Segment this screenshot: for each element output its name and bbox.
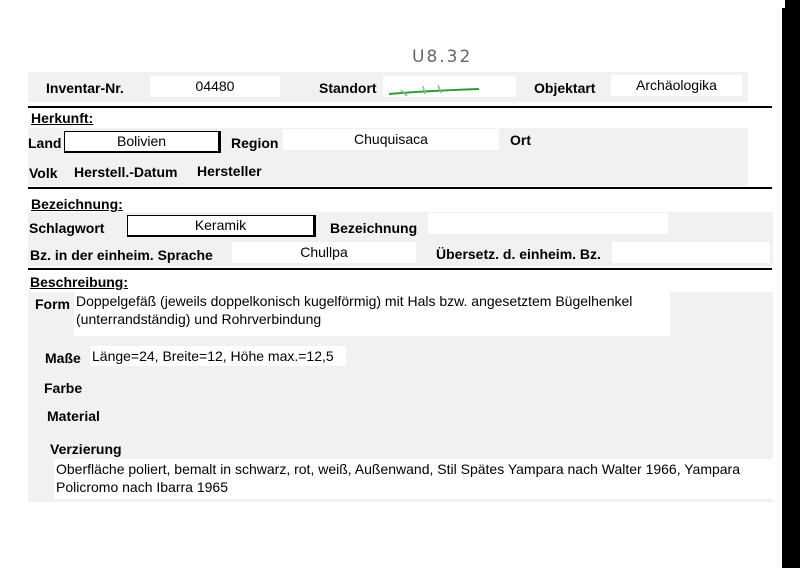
material-label: Material (47, 408, 100, 424)
form-line-1: Doppelgefäß (jeweils doppelkonisch kugelförmig) mit Hals bzw. angesetztem Bügelhenkel (76, 293, 633, 309)
divider-2 (28, 187, 772, 189)
verzierung-line-2: Policromo nach Ibarra 1965 (56, 479, 228, 495)
ort-label: Ort (510, 132, 531, 148)
herkunft-section-title: Herkunft: (31, 110, 94, 126)
uebersetz-label: Übersetz. d. einheim. Bz. (436, 246, 601, 262)
bezeichnung-field[interactable] (428, 213, 668, 234)
uebersetz-field[interactable] (612, 242, 770, 263)
inventar-field[interactable]: 04480 (150, 76, 280, 97)
standort-handwritten-note: U8.32 (412, 47, 473, 67)
inventar-label: Inventar-Nr. (46, 80, 124, 96)
verzierung-label: Verzierung (50, 441, 122, 457)
land-label: Land (28, 135, 62, 151)
herstell-datum-label: Herstell.-Datum (74, 164, 178, 180)
region-field[interactable]: Chuquisaca (283, 129, 499, 150)
right-border (782, 8, 785, 568)
divider-1 (28, 106, 772, 108)
land-field[interactable]: Bolivien (64, 131, 221, 153)
verzierung-field[interactable] (54, 459, 784, 499)
hersteller-label: Hersteller (197, 163, 262, 179)
form-label: Form (35, 296, 70, 312)
region-label: Region (231, 135, 279, 151)
standort-label: Standort (319, 80, 377, 96)
einheim-sprache-field[interactable]: Chullpa (232, 242, 416, 263)
einheim-sprache-label: Bz. in der einheim. Sprache (30, 247, 213, 263)
strikethrough-scribble (383, 78, 483, 100)
objektart-field[interactable]: Archäologika (611, 75, 742, 96)
schlagwort-label: Schlagwort (29, 220, 105, 236)
bezeichnung-section-title: Bezeichnung: (31, 196, 123, 212)
bezeichnung-label: Bezeichnung (330, 220, 418, 236)
volk-label: Volk (29, 165, 58, 181)
beschreibung-section-title: Beschreibung: (30, 274, 129, 290)
verzierung-line-1: Oberfläche poliert, bemalt in schwarz, rot, weiß, Außenwand, Stil Spätes Yampara nach Walter 1966, Yampara (56, 461, 741, 477)
masse-value: Länge=24, Breite=12, Höhe max.=12,5 (92, 348, 334, 364)
form-line-2: (unterrandständig) und Rohrverbindung (76, 311, 322, 327)
form-field[interactable] (74, 292, 670, 336)
objektart-label: Objektart (534, 80, 596, 96)
masse-label: Maße (45, 350, 81, 366)
farbe-label: Farbe (44, 380, 83, 396)
masse-field[interactable] (90, 346, 346, 366)
schlagwort-field[interactable]: Keramik (127, 215, 316, 237)
divider-3 (28, 268, 772, 270)
